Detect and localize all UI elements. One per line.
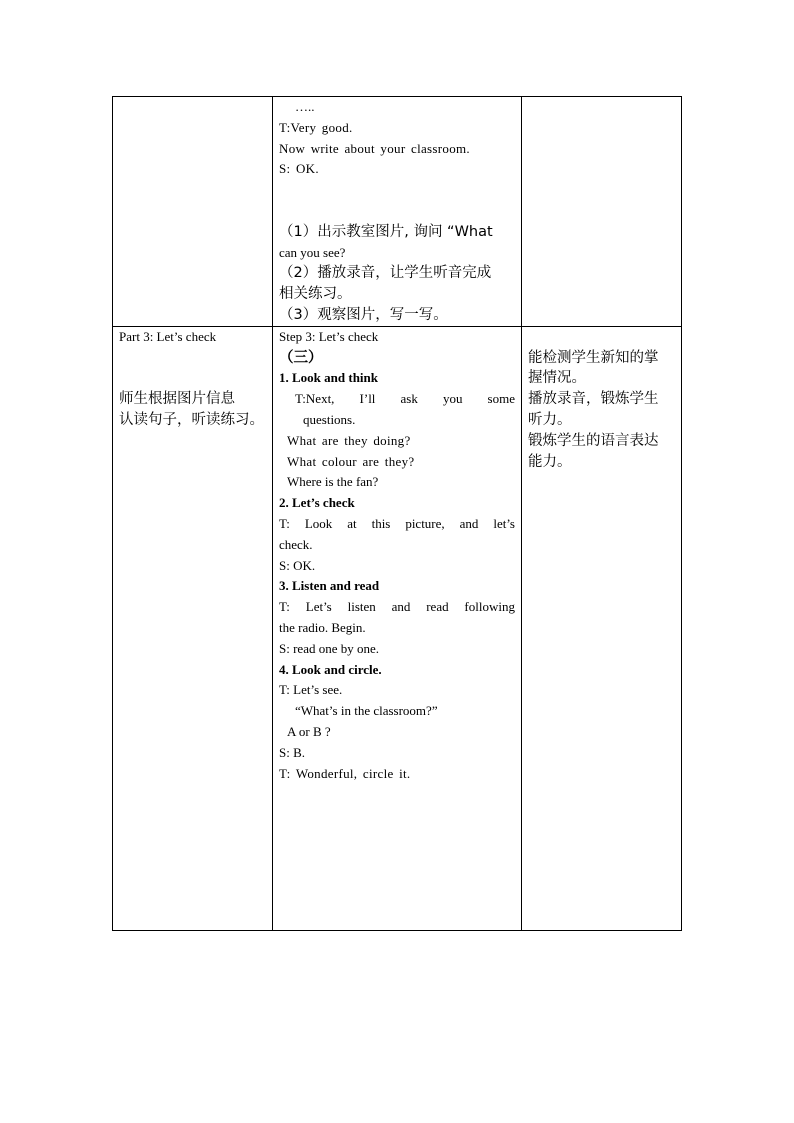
heading-lets-check: 2. Let’s check — [279, 495, 355, 511]
text-line: T: Let’s listen and read following — [279, 599, 515, 615]
text-line: （3）观察图片，写一写。 — [279, 306, 448, 323]
row2-right-cell — [522, 326, 682, 930]
text-line: （1）出示教室图片, 询问 “What — [279, 223, 493, 240]
text-line: A or B ? — [287, 723, 331, 739]
heading-look-and-think: 1. Look and think — [279, 370, 378, 386]
text-line: S: OK. — [279, 557, 316, 573]
row1-left-cell — [113, 97, 273, 327]
row1-right-cell — [522, 97, 682, 327]
text-line: T: Let’s see. — [279, 682, 343, 698]
lesson-plan-table — [112, 96, 682, 931]
text-line: Now write about your classroom. — [279, 140, 470, 156]
text-line: S: B. — [279, 744, 306, 760]
text-line: can you see? — [279, 244, 346, 260]
goal-line: 锻炼学生的语言表达 — [528, 432, 659, 449]
text-line: Where is the fan? — [287, 474, 379, 490]
text-line: questions. — [303, 411, 356, 427]
table-row — [113, 326, 682, 930]
step-title: Step 3: Let’s check — [279, 328, 379, 344]
text-line: What colour are they? — [287, 453, 415, 469]
text-line: “What’s in the classroom?” — [295, 703, 438, 719]
text-line: S: OK. — [279, 161, 319, 177]
part-title: Part 3: Let’s check — [119, 328, 217, 344]
goal-line: 播放录音，锻炼学生 — [528, 391, 659, 408]
text-line: What are they doing? — [287, 432, 411, 448]
part-desc-line: 认读句子，听读练习。 — [119, 411, 264, 428]
text-line: T: Look at this picture, and let’s — [279, 515, 515, 531]
row2-middle-cell — [273, 326, 522, 930]
row2-left-cell — [113, 326, 273, 930]
heading-listen-and-read: 3. Listen and read — [279, 578, 380, 594]
part-desc-line: 师生根据图片信息 — [119, 391, 235, 408]
row1-middle-cell — [273, 97, 522, 327]
goal-line: 握情况。 — [528, 370, 586, 387]
text-line: S: read one by one. — [279, 640, 380, 656]
table-row — [113, 97, 682, 327]
ellipsis-line: ….. — [295, 99, 315, 114]
goal-line: 能检测学生新知的掌 — [528, 349, 659, 366]
text-line: T: Wonderful, circle it. — [279, 765, 411, 781]
text-line: T:Next, I’ll ask you some — [295, 391, 515, 407]
goal-line: 听力。 — [528, 411, 572, 428]
text-line: T:Very good. — [279, 119, 353, 135]
goal-line: 能力。 — [528, 453, 572, 470]
text-line: （2）播放录音，让学生听音完成 — [279, 265, 492, 282]
text-line: the radio. Begin. — [279, 619, 366, 635]
heading-look-and-circle: 4. Look and circle. — [279, 661, 382, 677]
text-line: 相关练习。 — [279, 286, 352, 303]
text-line: check. — [279, 536, 313, 552]
section-marker: （三） — [279, 349, 323, 366]
